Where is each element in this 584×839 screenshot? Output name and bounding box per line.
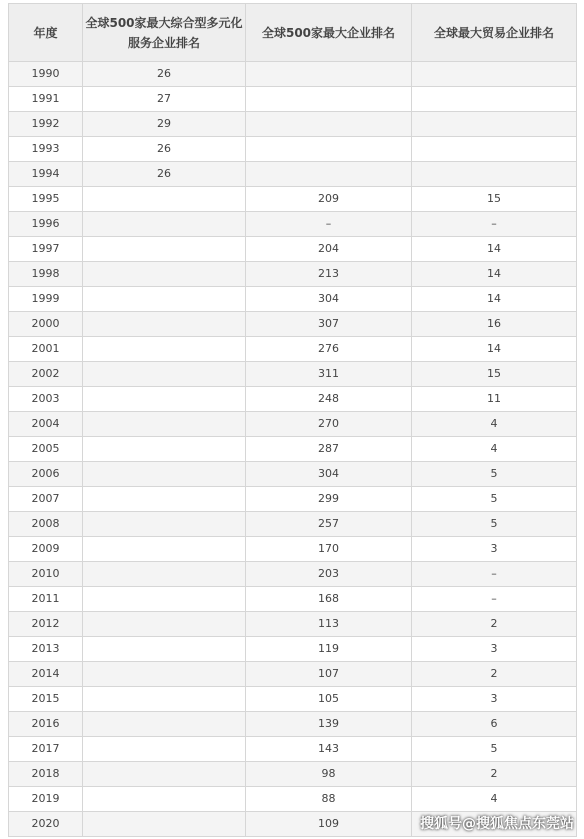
cell-diversified-service-rank [83,512,246,537]
table-row [9,112,577,137]
table-row [9,562,577,587]
cell-diversified-service-rank [83,437,246,462]
cell-year: 2018 [9,762,83,787]
cell-trade-rank [412,112,577,137]
cell-trade-rank: 16 [412,312,577,337]
table-row [9,587,577,612]
cell-diversified-service-rank [83,537,246,562]
cell-diversified-service-rank [83,212,246,237]
cell-diversified-service-rank [83,337,246,362]
cell-diversified-service-rank [83,362,246,387]
cell-year: 2008 [9,512,83,537]
cell-global500-rank: 88 [246,787,412,812]
cell-diversified-service-rank [83,412,246,437]
cell-trade-rank: 2 [412,662,577,687]
table-row [9,762,577,787]
table-row [9,387,577,412]
cell-trade-rank: 4 [412,787,577,812]
cell-year: 2020 [9,812,83,837]
cell-global500-rank: – [246,212,412,237]
cell-trade-rank [412,137,577,162]
cell-global500-rank: 276 [246,337,412,362]
table-row [9,662,577,687]
table-row [9,237,577,262]
table-row [9,437,577,462]
cell-global500-rank [246,162,412,187]
cell-global500-rank: 98 [246,762,412,787]
cell-trade-rank: 4 [412,412,577,437]
table-row [9,412,577,437]
ranking-table [8,3,577,837]
cell-trade-rank: 4 [412,437,577,462]
table-row [9,87,577,112]
cell-year: 1992 [9,112,83,137]
cell-global500-rank: 203 [246,562,412,587]
table-row [9,787,577,812]
cell-year: 2012 [9,612,83,637]
table-row [9,312,577,337]
cell-year: 1993 [9,137,83,162]
cell-trade-rank: 11 [412,387,577,412]
table-row [9,137,577,162]
table-row [9,612,577,637]
cell-year: 2014 [9,662,83,687]
cell-diversified-service-rank [83,662,246,687]
cell-year: 2002 [9,362,83,387]
header-trade-rank: 全球最大贸易企业排名 [412,4,577,62]
table-body [9,62,577,837]
cell-diversified-service-rank: 29 [83,112,246,137]
table-row [9,187,577,212]
cell-year: 2009 [9,537,83,562]
cell-year: 1998 [9,262,83,287]
cell-year: 1999 [9,287,83,312]
header-row [9,4,577,62]
cell-diversified-service-rank [83,187,246,212]
table-row [9,737,577,762]
cell-global500-rank: 209 [246,187,412,212]
cell-global500-rank: 299 [246,487,412,512]
cell-trade-rank: 3 [412,637,577,662]
cell-global500-rank: 170 [246,537,412,562]
cell-global500-rank [246,137,412,162]
cell-trade-rank [412,162,577,187]
cell-diversified-service-rank [83,637,246,662]
cell-diversified-service-rank [83,737,246,762]
cell-diversified-service-rank: 26 [83,62,246,87]
cell-year: 2005 [9,437,83,462]
cell-diversified-service-rank [83,487,246,512]
cell-year: 1991 [9,87,83,112]
cell-year: 2010 [9,562,83,587]
cell-trade-rank: 3 [412,537,577,562]
cell-diversified-service-rank [83,762,246,787]
header-diversified-service-rank: 全球500家最大综合型多元化服务企业排名 [83,4,246,62]
table-row [9,287,577,312]
cell-trade-rank: 3 [412,687,577,712]
cell-diversified-service-rank [83,387,246,412]
cell-diversified-service-rank [83,687,246,712]
cell-trade-rank [412,87,577,112]
cell-year: 2001 [9,337,83,362]
cell-global500-rank: 143 [246,737,412,762]
cell-global500-rank [246,87,412,112]
cell-global500-rank [246,112,412,137]
cell-year: 1994 [9,162,83,187]
cell-global500-rank: 105 [246,687,412,712]
cell-year: 2000 [9,312,83,337]
header-global500-rank: 全球500家最大企业排名 [246,4,412,62]
cell-global500-rank: 270 [246,412,412,437]
table-row [9,262,577,287]
cell-year: 2006 [9,462,83,487]
cell-diversified-service-rank [83,562,246,587]
cell-global500-rank: 248 [246,387,412,412]
cell-trade-rank: 14 [412,337,577,362]
cell-year: 2016 [9,712,83,737]
cell-year: 1990 [9,62,83,87]
cell-year: 2013 [9,637,83,662]
cell-global500-rank [246,62,412,87]
cell-global500-rank: 168 [246,587,412,612]
cell-diversified-service-rank [83,462,246,487]
cell-trade-rank [412,62,577,87]
cell-trade-rank: 14 [412,287,577,312]
cell-global500-rank: 307 [246,312,412,337]
cell-diversified-service-rank [83,287,246,312]
cell-trade-rank: 5 [412,737,577,762]
table-row [9,212,577,237]
cell-trade-rank: 5 [412,462,577,487]
cell-trade-rank: 14 [412,237,577,262]
cell-global500-rank: 257 [246,512,412,537]
cell-diversified-service-rank [83,812,246,837]
cell-diversified-service-rank [83,312,246,337]
cell-year: 2007 [9,487,83,512]
table-row [9,362,577,387]
table-row [9,462,577,487]
cell-year: 2003 [9,387,83,412]
cell-year: 2019 [9,787,83,812]
cell-year: 2004 [9,412,83,437]
cell-diversified-service-rank: 27 [83,87,246,112]
table-row [9,337,577,362]
cell-diversified-service-rank [83,787,246,812]
cell-global500-rank: 204 [246,237,412,262]
table-row [9,537,577,562]
cell-trade-rank: 6 [412,712,577,737]
table-header [9,4,577,62]
cell-year: 1996 [9,212,83,237]
cell-year: 2015 [9,687,83,712]
cell-global500-rank: 213 [246,262,412,287]
cell-global500-rank: 113 [246,612,412,637]
cell-year: 2011 [9,587,83,612]
cell-diversified-service-rank [83,587,246,612]
cell-trade-rank: – [412,587,577,612]
cell-diversified-service-rank: 26 [83,162,246,187]
table-row [9,487,577,512]
header-year: 年度 [9,4,83,62]
cell-diversified-service-rank [83,237,246,262]
cell-trade-rank: 5 [412,487,577,512]
table-row [9,712,577,737]
cell-global500-rank: 139 [246,712,412,737]
cell-global500-rank: 311 [246,362,412,387]
table-row [9,62,577,87]
cell-global500-rank: 107 [246,662,412,687]
cell-global500-rank: 287 [246,437,412,462]
cell-trade-rank: 15 [412,362,577,387]
cell-global500-rank: 109 [246,812,412,837]
cell-trade-rank: 2 [412,762,577,787]
cell-diversified-service-rank [83,612,246,637]
cell-diversified-service-rank [83,262,246,287]
cell-trade-rank: 15 [412,187,577,212]
table-row [9,637,577,662]
table-row [9,687,577,712]
cell-trade-rank: – [412,562,577,587]
cell-trade-rank: 14 [412,262,577,287]
cell-year: 1997 [9,237,83,262]
cell-trade-rank: – [412,212,577,237]
cell-diversified-service-rank: 26 [83,137,246,162]
cell-trade-rank: 2 [412,612,577,637]
cell-global500-rank: 304 [246,462,412,487]
table-row [9,162,577,187]
cell-year: 1995 [9,187,83,212]
cell-diversified-service-rank [83,712,246,737]
watermark: 搜狐号@搜狐焦点东莞站 [420,816,574,832]
cell-trade-rank: 5 [412,512,577,537]
table-row [9,512,577,537]
cell-global500-rank: 119 [246,637,412,662]
cell-global500-rank: 304 [246,287,412,312]
cell-year: 2017 [9,737,83,762]
